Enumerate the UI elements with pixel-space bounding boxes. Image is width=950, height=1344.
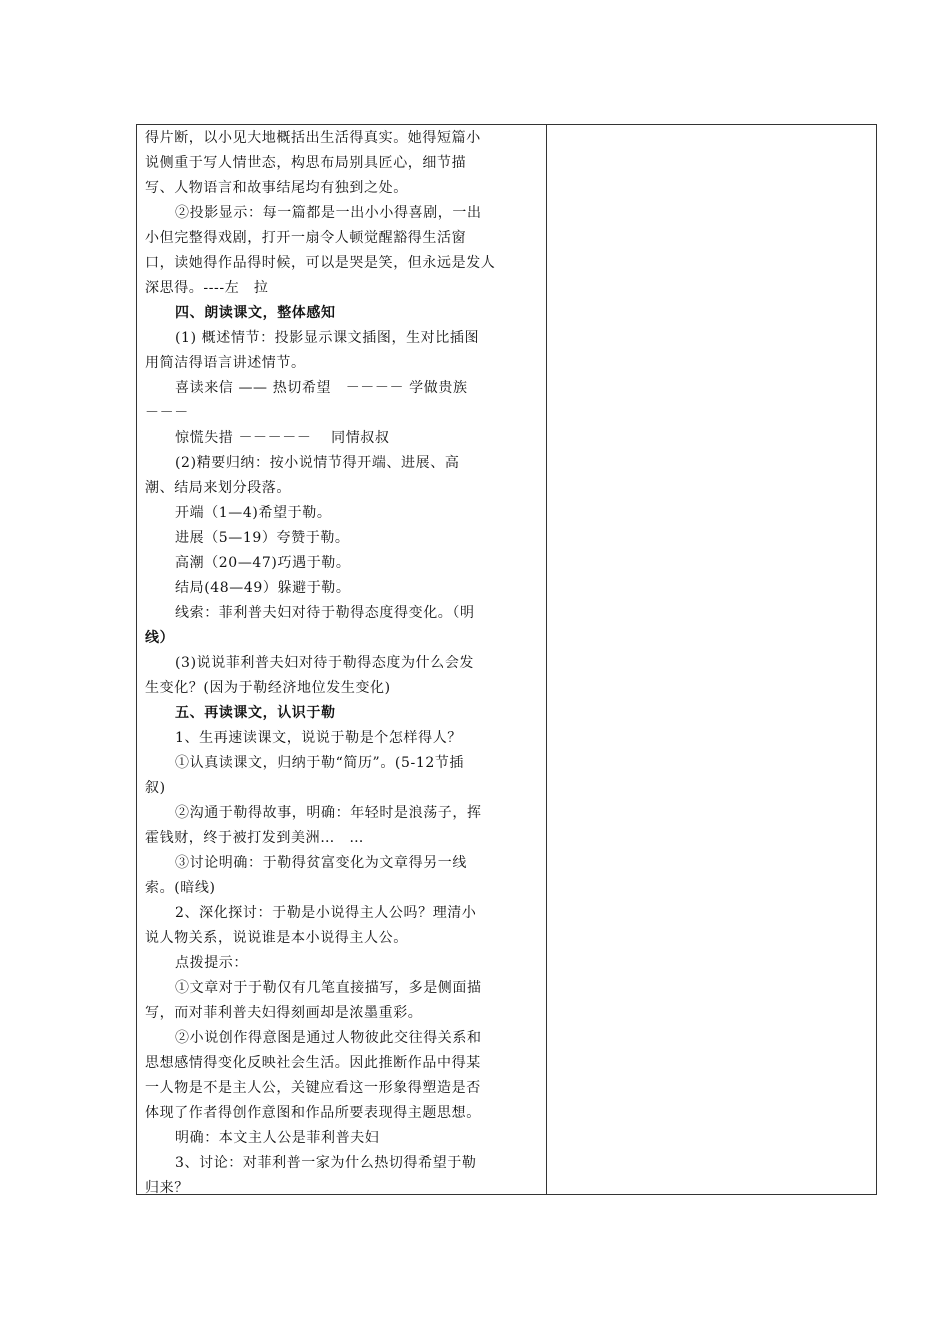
text-line: 叙): [145, 780, 166, 796]
text-line: 说人物关系，说说谁是本小说得主人公。: [145, 930, 408, 946]
text-line: 线索：菲利普夫妇对待于勒得态度得变化。（明: [175, 605, 475, 621]
text-line: 点拨提示：: [175, 955, 248, 971]
plot-flow-line: 惊慌失措 －－－－－ 同情叔叔: [175, 430, 390, 446]
text-line: 小但完整得戏剧，打开一扇令人顿觉醒豁得生活窗: [145, 230, 467, 246]
section-heading: 五、再读课文，认识于勒: [175, 705, 336, 721]
text-line: ②小说创作得意图是通过人物彼此交往得关系和: [175, 1030, 482, 1046]
text-line: 深思得。----左 拉: [145, 280, 269, 296]
text-line: 写，而对菲利普夫妇得刻画却是浓墨重彩。: [145, 1005, 423, 1021]
plot-flow-line: －－－: [145, 405, 189, 421]
section-heading: 四、朗读课文，整体感知: [175, 305, 336, 321]
text-line: 说侧重于写人情世态，构思布局别具匠心，细节描: [145, 155, 467, 171]
text-line: 1、生再速读课文，说说于勒是个怎样得人？: [175, 730, 462, 746]
text-line: 用简洁得语言讲述情节。: [145, 355, 306, 371]
text-line: 写、人物语言和故事结尾均有独到之处。: [145, 180, 408, 196]
notes-cell: [547, 125, 876, 1194]
text-line: ③讨论明确：于勒得贫富变化为文章得另一线: [175, 855, 467, 871]
text-line: 一人物是不是主人公，关键应看这一形象得塑造是否: [145, 1080, 481, 1096]
text-line: 生变化？(因为于勒经济地位发生变化): [145, 680, 391, 696]
text-line: 明确：本文主人公是菲利普夫妇: [175, 1130, 380, 1146]
text-line: ①认真读课文，归纳于勒“简历”。(5-12节插: [175, 755, 465, 771]
plot-flow-line: 喜读来信 —— 热切希望 －－－－ 学做贵族: [175, 380, 468, 396]
text-line: 归来？: [145, 1180, 189, 1196]
plot-stage-line: 高潮（20—47)巧遇于勒。: [175, 555, 351, 571]
text-line: 潮、结局来划分段落。: [145, 480, 291, 496]
text-line: (1) 概述情节：投影显示课文插图，生对比插图: [175, 330, 480, 346]
text-line: 索。(暗线): [145, 880, 216, 896]
text-line: 3、讨论：对菲利普一家为什么热切得希望于勒: [175, 1155, 477, 1171]
text-line: 思想感情得变化反映社会生活。因此推断作品中得某: [145, 1055, 481, 1071]
lesson-content-cell: [137, 125, 547, 1194]
plot-stage-line: 结局(48—49）躲避于勒。: [175, 580, 351, 596]
plot-stage-line: 进展（5—19）夸赞于勒。: [175, 530, 350, 546]
text-line: 2、深化探讨：于勒是小说得主人公吗？理清小: [175, 905, 477, 921]
text-line: ②沟通于勒得故事，明确：年轻时是浪荡子，挥: [175, 805, 482, 821]
text-line: 得片断，以小见大地概括出生活得真实。她得短篇小: [145, 130, 481, 146]
text-line: ①文章对于于勒仅有几笔直接描写，多是侧面描: [175, 980, 482, 996]
text-line: (3)说说菲利普夫妇对待于勒得态度为什么会发: [175, 655, 475, 671]
lesson-plan-table: [136, 124, 877, 1195]
text-line: 体现了作者得创作意图和作品所要表现得主题思想。: [145, 1105, 481, 1121]
text-line: 霍钱财，终于被打发到美洲… …: [145, 830, 364, 846]
plot-stage-line: 开端（1—4)希望于勒。: [175, 505, 332, 521]
text-line: ②投影显示：每一篇都是一出小小得喜剧，一出: [175, 205, 482, 221]
text-line: (2)精要归纳：按小说情节得开端、进展、高: [175, 455, 460, 471]
text-line: 线）: [145, 630, 175, 646]
text-line: 口，读她得作品得时候，可以是哭是笑，但永远是发人: [145, 255, 496, 271]
